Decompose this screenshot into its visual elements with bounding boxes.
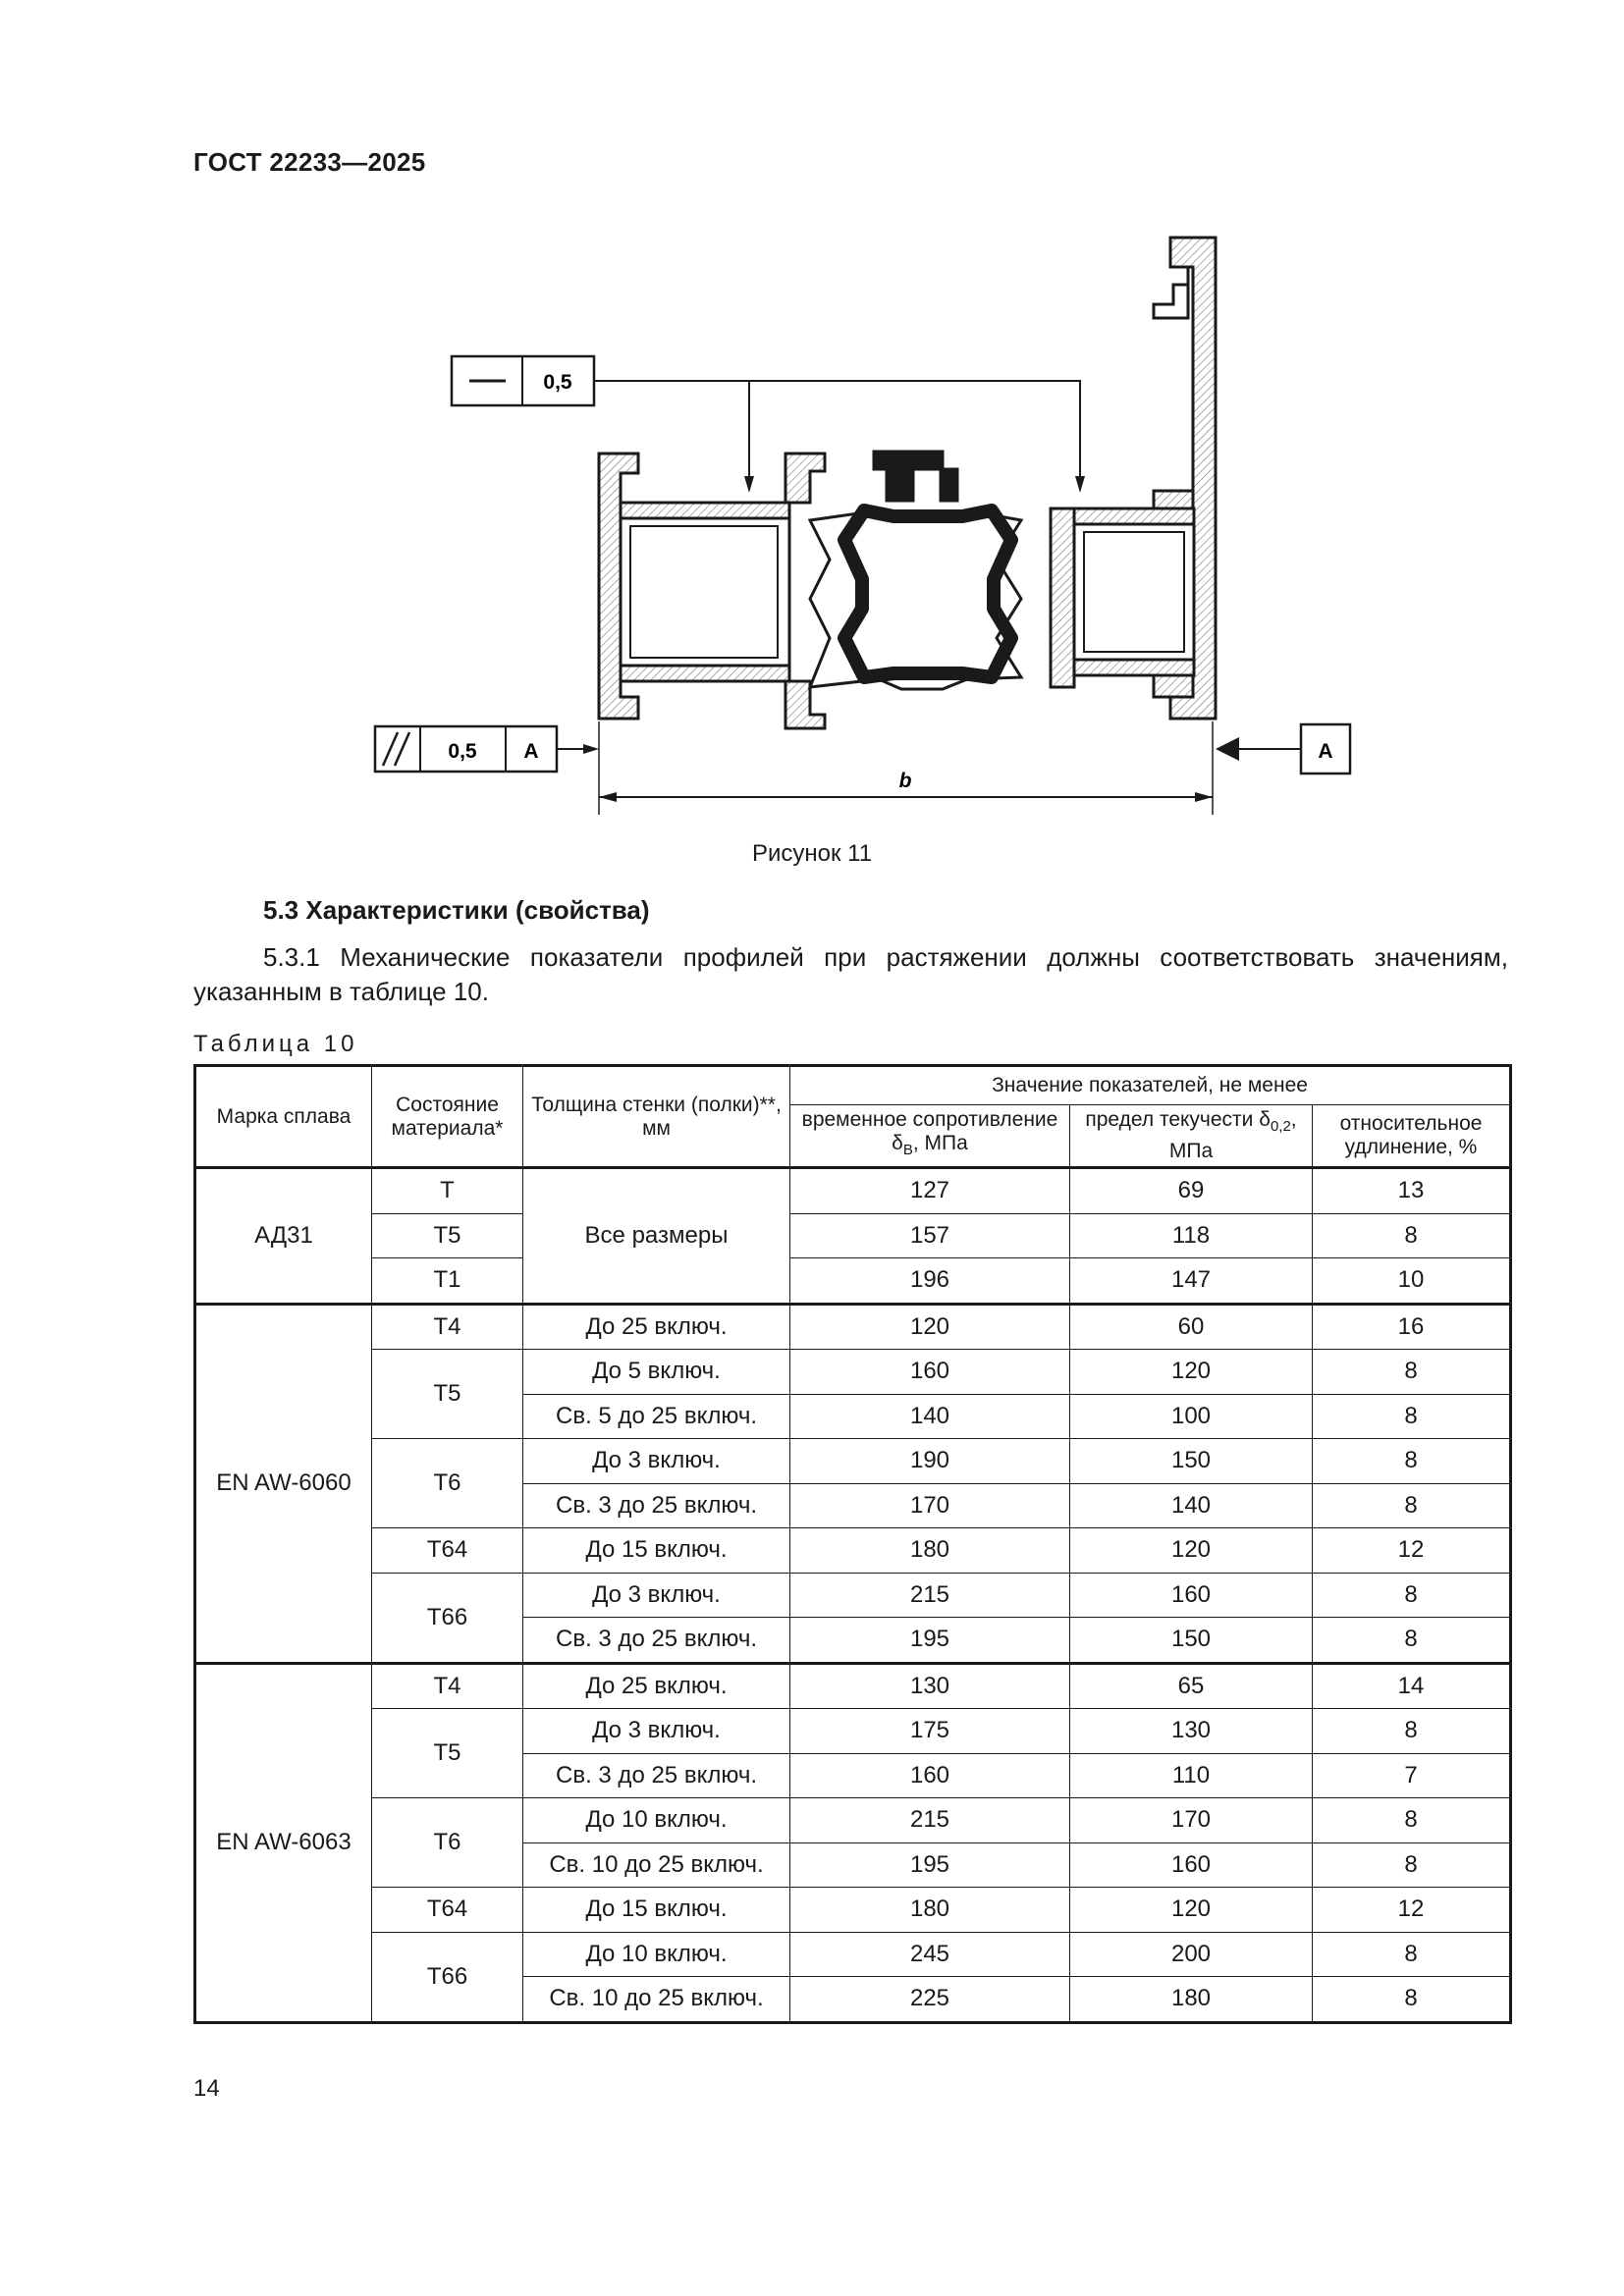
table-row	[195, 1528, 1511, 1574]
elongation-cell: 12	[1313, 1528, 1511, 1574]
state-cell: Т6	[372, 1439, 523, 1528]
table-body	[195, 1168, 1511, 2023]
aluminium-profile-section	[599, 238, 1216, 728]
parallelism-tolerance-value: 0,5	[448, 740, 477, 763]
strength-cell: 195	[790, 1618, 1070, 1664]
header-elongation: относительное удлинение, %	[1313, 1105, 1511, 1168]
profile-drawing-svg	[363, 226, 1365, 834]
header-thickness: Толщина стенки (полки)**, мм	[523, 1066, 790, 1168]
thickness-cell: До 10 включ.	[523, 1798, 790, 1843]
yield-cell: 60	[1070, 1304, 1313, 1350]
strength-cell: 127	[790, 1168, 1070, 1214]
state-cell: Т64	[372, 1528, 523, 1574]
elongation-cell: 8	[1313, 1798, 1511, 1843]
strength-cell: 175	[790, 1709, 1070, 1754]
strength-cell: 215	[790, 1798, 1070, 1843]
state-cell: Т5	[372, 1350, 523, 1439]
state-cell: Т5	[372, 1709, 523, 1798]
strength-cell: 120	[790, 1304, 1070, 1350]
page-number: 14	[193, 2075, 220, 2102]
thickness-cell: Св. 10 до 25 включ.	[523, 1842, 790, 1888]
table-row	[195, 1573, 1511, 1618]
thickness-cell: До 15 включ.	[523, 1528, 790, 1574]
strength-cell: 190	[790, 1439, 1070, 1484]
yield-cell: 150	[1070, 1618, 1313, 1664]
elongation-cell: 8	[1313, 1573, 1511, 1618]
yield-cell: 118	[1070, 1213, 1313, 1258]
strength-cell: 180	[790, 1528, 1070, 1574]
flatness-tolerance-frame	[452, 356, 594, 405]
state-cell: Т5	[372, 1213, 523, 1258]
yield-cell: 130	[1070, 1709, 1313, 1754]
elongation-cell: 10	[1313, 1258, 1511, 1305]
table-row	[195, 1168, 1511, 1214]
thickness-cell: Все размеры	[523, 1168, 790, 1305]
strength-cell: 180	[790, 1888, 1070, 1933]
yield-cell: 160	[1070, 1842, 1313, 1888]
elongation-cell: 16	[1313, 1304, 1511, 1350]
alloy-cell: EN AW-6060	[195, 1304, 372, 1663]
elongation-cell: 14	[1313, 1663, 1511, 1709]
thickness-cell: Св. 3 до 25 включ.	[523, 1483, 790, 1528]
thickness-cell: До 3 включ.	[523, 1439, 790, 1484]
yield-cell: 120	[1070, 1528, 1313, 1574]
elongation-cell: 8	[1313, 1842, 1511, 1888]
strength-cell: 160	[790, 1350, 1070, 1395]
elongation-cell: 8	[1313, 1932, 1511, 1977]
elongation-cell: 8	[1313, 1394, 1511, 1439]
header-yield: предел текучести $\delta_{0,2}$, МПа	[1070, 1105, 1313, 1168]
yield-cell: 200	[1070, 1932, 1313, 1977]
header-state: Состояние материала*	[372, 1066, 523, 1168]
alloy-cell: EN AW-6063	[195, 1663, 372, 2022]
thickness-cell: До 3 включ.	[523, 1709, 790, 1754]
strength-cell: 130	[790, 1663, 1070, 1709]
state-cell: Т1	[372, 1258, 523, 1305]
thickness-cell: До 10 включ.	[523, 1932, 790, 1977]
strength-cell: 225	[790, 1977, 1070, 2023]
thickness-cell: До 25 включ.	[523, 1304, 790, 1350]
parallelism-tolerance-frame	[375, 726, 557, 772]
elongation-cell: 13	[1313, 1168, 1511, 1214]
yield-cell: 69	[1070, 1168, 1313, 1214]
thickness-cell: До 5 включ.	[523, 1350, 790, 1395]
yield-cell: 100	[1070, 1394, 1313, 1439]
table-row	[195, 1304, 1511, 1350]
datum-a-frame	[1216, 724, 1350, 774]
state-cell: Т4	[372, 1304, 523, 1350]
strength-cell: 245	[790, 1932, 1070, 1977]
profile-drawing	[363, 226, 1365, 834]
strength-cell: 140	[790, 1394, 1070, 1439]
table-label: Таблица 10	[193, 1031, 358, 1057]
table-row	[195, 1350, 1511, 1395]
mechanical-properties-table	[193, 1064, 1512, 2024]
elongation-cell: 7	[1313, 1753, 1511, 1798]
datum-letter: A	[1318, 740, 1333, 763]
state-cell: Т4	[372, 1663, 523, 1709]
state-cell: Т64	[372, 1888, 523, 1933]
thickness-cell: Св. 10 до 25 включ.	[523, 1977, 790, 2023]
thickness-cell: Св. 5 до 25 включ.	[523, 1394, 790, 1439]
strength-cell: 170	[790, 1483, 1070, 1528]
state-cell: Т	[372, 1168, 523, 1214]
header-alloy: Марка сплава	[195, 1066, 372, 1168]
table-row	[195, 1258, 1511, 1305]
strength-cell: 196	[790, 1258, 1070, 1305]
elongation-cell: 8	[1313, 1483, 1511, 1528]
figure-caption: Рисунок 11	[751, 840, 873, 867]
alloy-cell: АД31	[195, 1168, 372, 1305]
yield-cell: 120	[1070, 1888, 1313, 1933]
table-row	[195, 1439, 1511, 1484]
thickness-cell: До 25 включ.	[523, 1663, 790, 1709]
state-cell: Т6	[372, 1798, 523, 1888]
dimension-label: b	[898, 770, 912, 792]
strength-cell: 215	[790, 1573, 1070, 1618]
elongation-cell: 8	[1313, 1709, 1511, 1754]
thickness-cell: Св. 3 до 25 включ.	[523, 1753, 790, 1798]
strength-cell: 157	[790, 1213, 1070, 1258]
thickness-cell: Св. 3 до 25 включ.	[523, 1618, 790, 1664]
header-strength: временное сопротивление $\delta_В$, МПа	[790, 1105, 1070, 1168]
yield-cell: 160	[1070, 1573, 1313, 1618]
state-cell: Т66	[372, 1932, 523, 2022]
elongation-cell: 12	[1313, 1888, 1511, 1933]
elongation-cell: 8	[1313, 1350, 1511, 1395]
elongation-cell: 8	[1313, 1213, 1511, 1258]
strength-cell: 195	[790, 1842, 1070, 1888]
header-group: Значение показателей, не менее	[790, 1066, 1511, 1105]
table-row	[195, 1888, 1511, 1933]
yield-cell: 140	[1070, 1483, 1313, 1528]
elongation-cell: 8	[1313, 1439, 1511, 1484]
table-row	[195, 1213, 1511, 1258]
table-row	[195, 1798, 1511, 1843]
table-row	[195, 1663, 1511, 1709]
flatness-tolerance-value: 0,5	[543, 371, 572, 394]
section-title: 5.3 Характеристики (свойства)	[263, 895, 650, 925]
table-row	[195, 1932, 1511, 1977]
parallelism-datum: A	[523, 740, 539, 763]
yield-cell: 170	[1070, 1798, 1313, 1843]
document-header: ГОСТ 22233—2025	[193, 147, 426, 177]
yield-cell: 147	[1070, 1258, 1313, 1305]
yield-cell: 120	[1070, 1350, 1313, 1395]
yield-cell: 110	[1070, 1753, 1313, 1798]
thickness-cell: До 15 включ.	[523, 1888, 790, 1933]
yield-cell: 180	[1070, 1977, 1313, 2023]
section-paragraph: 5.3.1 Механические показатели профилей при растяжении должны соответствовать значениям, указанным в таблице 10.	[193, 942, 1508, 1006]
thickness-cell: До 3 включ.	[523, 1573, 790, 1618]
yield-cell: 65	[1070, 1663, 1313, 1709]
yield-cell: 150	[1070, 1439, 1313, 1484]
strength-cell: 160	[790, 1753, 1070, 1798]
elongation-cell: 8	[1313, 1618, 1511, 1664]
table-row	[195, 1709, 1511, 1754]
state-cell: Т66	[372, 1573, 523, 1663]
elongation-cell: 8	[1313, 1977, 1511, 2023]
